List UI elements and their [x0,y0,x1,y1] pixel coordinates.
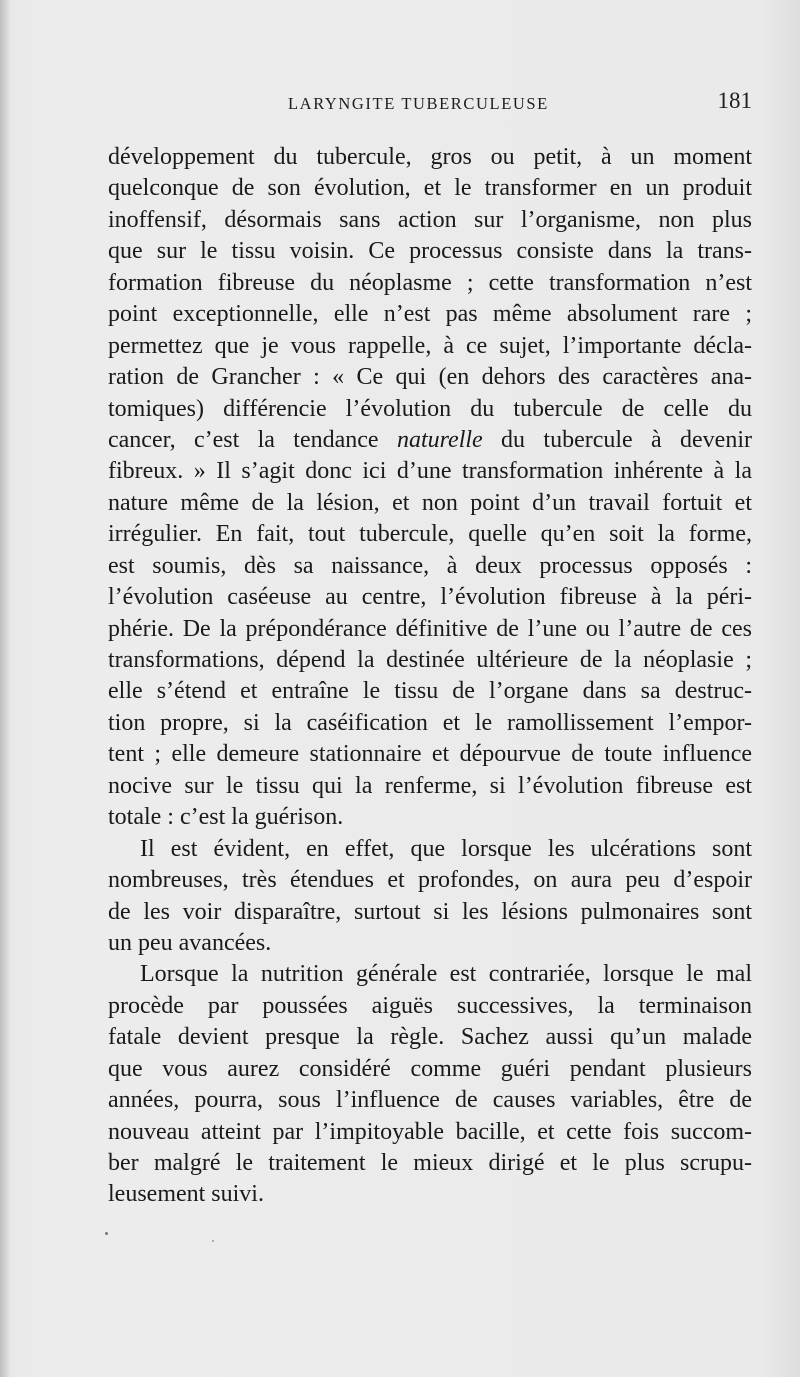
page-header [108,88,752,120]
text-line: nocive sur le tissu qui la renferme, si l’évolution fibreuse est [108,772,752,799]
text-line: nombreuses, très étendues et profondes, on aura peu d’espoir [108,867,752,894]
text-line: formation fibreuse du néoplasme ; cette transformation n’est [108,269,752,296]
text-line: Lorsque la nutrition générale est contrariée, lorsque le mal [140,961,752,988]
text-line: fibreux. » Il s’agit donc ici d’une transformation inhérente à la [108,458,752,485]
paragraph [108,142,752,834]
text-line: est soumis, dès sa naissance, à deux processus opposés : [108,552,752,579]
paragraph [108,959,752,1211]
text-line: transformations, dépend la destinée ultérieure de la néoplasie ; [108,647,752,673]
text-line: que vous aurez considéré comme guéri pendant plusieurs [108,1055,752,1082]
text-line: totale : c’est la guérison. [108,804,344,831]
text-line: tent ; elle demeure stationnaire et dépourvue de toute influence [108,741,752,768]
text-line: Il est évident, en effet, que lorsque les ulcérations sont [140,835,752,862]
running-title: LARYNGITE TUBERCULEUSE [288,94,549,113]
text-line: de les voir disparaître, surtout si les lésions pulmonaires sont [108,898,752,925]
text-line: tion propre, si la caséification et le ramollissement l’empor- [108,709,752,736]
text-line [108,425,752,456]
text-line: un peu avancées. [108,929,272,956]
text-line: elle s’étend et entraîne le tissu de l’organe dans sa destruc- [108,678,752,705]
text-line: fatale devient presque la règle. Sachez aussi qu’un malade [108,1024,752,1051]
paper-speck [212,1240,214,1242]
text-line: développement du tubercule, gros ou petit, à un moment [108,144,752,170]
text-line: années, pourra, sous l’influence de causes variables, être de [108,1087,752,1114]
text-line: tomiques) différencie l’évolution du tubercule de celle du [108,395,752,422]
page-number: 181 [717,88,752,113]
paper-speck [105,1232,108,1235]
text-line: quelconque de son évolution, et le transformer en un produit [108,175,752,202]
body-text [108,142,752,1211]
text-line: leusement suivi. [108,1181,264,1208]
text-line: permettez que je vous rappelle, à ce sujet, l’importante décla- [108,332,752,359]
text-line: procède par poussées aiguës successives, la terminaison [108,992,752,1019]
italic-term: naturelle [396,426,483,453]
text-segment: du tubercule à devenir [482,426,752,453]
text-line: que sur le tissu voisin. Ce processus consiste dans la trans- [108,238,752,265]
text-line: nouveau atteint par l’impitoyable bacille, et cette fois succom- [108,1118,752,1145]
text-line: irrégulier. En fait, tout tubercule, quelle qu’en soit la forme, [108,521,752,548]
text-line: l’évolution caséeuse au centre, l’évolution fibreuse à la péri- [108,584,752,611]
text-line: point exceptionnelle, elle n’est pas même absolument rare ; [108,301,752,328]
text-line: phérie. De la prépondérance définitive de l’une ou l’autre de ces [108,615,752,642]
text-line: inoffensif, désormais sans action sur l’organisme, non plus [108,206,752,233]
text-segment: cancer, c’est la tendance [108,426,397,453]
text-line: nature même de la lésion, et non point d’un travail fortuit et [108,489,752,516]
text-line: ration de Grancher : « Ce qui (en dehors des caractères ana- [108,364,752,391]
text-line: ber malgré le traitement le mieux dirigé et le plus scrupu- [108,1150,752,1176]
paragraph [108,834,752,960]
